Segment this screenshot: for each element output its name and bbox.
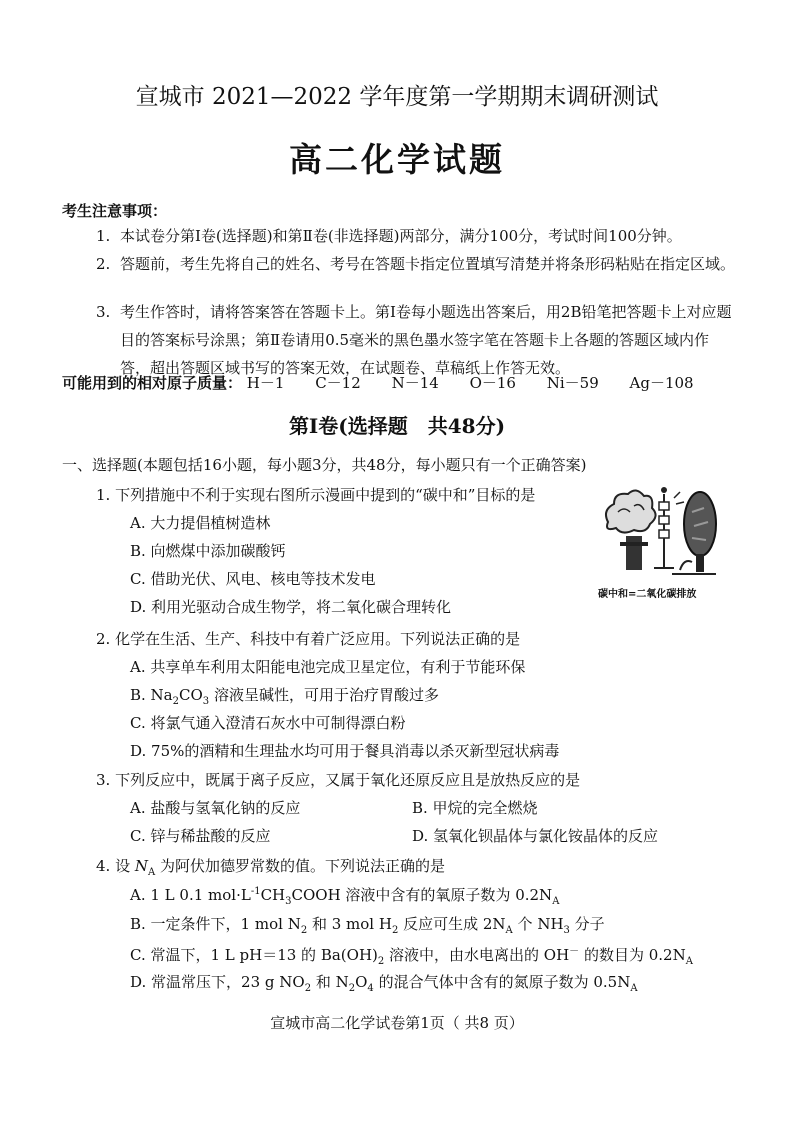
question-2-option-d: D. 75%的酒精和生理盐水均可用于餐具消毒以杀灭新型冠状病毒 — [130, 742, 560, 760]
notice-item-number: 3. — [96, 303, 111, 321]
notice-item-2 — [96, 250, 736, 278]
question-2-option-b: B. $Na_2CO_3$ 溶液呈碱性，可用于治疗胃酸过多 — [130, 686, 439, 707]
question-1-option-d: D. 利用光驱动合成生物学，将二氧化碳合理转化 — [130, 598, 452, 616]
question-4-stem: 4. 设 $N_A$ 为阿伏加德罗常数的值。下列说法正确的是 — [96, 857, 445, 878]
question-3-option-d: D. 氢氧化钡晶体与氯化铵晶体的反应 — [412, 827, 659, 845]
atomic-mass-value: N－14 — [391, 374, 439, 392]
notice-item-text: 考生作答时，请将答案答在答题卡上。第Ⅰ卷每小题选出答案后，用2B铅笔把答题卡上对应题目的答案标号涂黑；第Ⅱ卷请用0.5毫米的黑色墨水签字笔在答题卡上各题的答题区域内作答，超出答题区域书写的答案无效，在试题卷、草稿纸上作答无效。 — [120, 303, 732, 377]
question-4-option-c: C. 常温下，1 L pH＝13 的 $Ba(OH)_2$ 溶液中，由水电离出的 OH－ 的数目为 $0.2N_A$ — [130, 946, 693, 967]
question-4-option-a: A. 1 L 0.1 $mol\cdot L^{-1}CH_3COOH$ 溶液中含有的氧原子数为 $0.2N_A$ — [130, 886, 560, 907]
question-3-option-a: A. 盐酸与氢氧化钠的反应 — [130, 799, 301, 817]
question-2-option-a: A. 共享单车利用太阳能电池完成卫星定位，有利于节能环保 — [130, 658, 526, 676]
section-heading: 一、选择题(本题包括16小题，每小题3分，共48分，每小题只有一个正确答案) — [62, 456, 587, 474]
notice-item-1 — [96, 222, 736, 250]
question-4-option-b: B. 一定条件下，1 mol $N_2$ 和 3 mol $H_2$ 反应可生成 $2N_A$ 个 $NH_3$ 分子 — [130, 915, 605, 936]
atomic-mass-value: O－16 — [469, 374, 516, 392]
notice-heading: 考生注意事项： — [62, 202, 168, 220]
notice-item-number: 2. — [96, 255, 111, 273]
notice-item-text: 答题前，考生先将自己的姓名、考号在答题卡指定位置填写清楚并将条形码粘贴在指定区域。 — [120, 255, 736, 273]
question-1-stem: 1. 下列措施中不利于实现右图所示漫画中提到的“碳中和”目标的是 — [96, 486, 536, 504]
figure-caption: 碳中和=二氧化碳排放 — [598, 589, 697, 600]
question-4-option-d: D. 常温常压下，23 g $NO_2$ 和 $N_2O_4$ 的混合气体中含有的氮原子数为 $0.5N_A$ — [130, 973, 638, 994]
page-footer: 宣城市高二化学试卷第1页（ 共8 页） — [270, 1014, 524, 1032]
notice-item-number: 1. — [96, 227, 111, 245]
notice-item-3 — [96, 298, 736, 382]
atomic-mass-value: C－12 — [315, 374, 361, 392]
question-1-option-c: C. 借助光伏、风电、核电等技术发电 — [130, 570, 376, 588]
atomic-masses-label: 可能用到的相对原子质量： — [62, 374, 243, 392]
notice-item-text: 本试卷分第Ⅰ卷(选择题)和第Ⅱ卷(非选择题)两部分，满分100分，考试时间100分钟。 — [120, 227, 682, 245]
question-1-option-a: A. 大力提倡植树造林 — [130, 514, 271, 532]
part-title: 第Ⅰ卷(选择题 共48分) — [288, 414, 506, 438]
atomic-mass-value: Ag－108 — [629, 374, 694, 392]
exam-title: 宣城市 2021—2022 学年度第一学期期末调研测试 — [135, 84, 659, 110]
question-2-stem: 2. 化学在生活、生产、科技中有着广泛应用。下列说法正确的是 — [96, 630, 521, 648]
question-3-option-b: B. 甲烷的完全燃烧 — [412, 799, 538, 817]
question-3-option-c: C. 锌与稀盐酸的反应 — [130, 827, 271, 845]
carbon-neutral-cartoon — [600, 482, 718, 582]
atomic-masses — [62, 372, 720, 393]
page-title: 高二化学试题 — [289, 140, 505, 179]
atomic-mass-value: H－1 — [246, 374, 285, 392]
question-1-option-b: B. 向燃煤中添加碳酸钙 — [130, 542, 286, 560]
question-2-option-c: C. 将氯气通入澄清石灰水中可制得漂白粉 — [130, 714, 406, 732]
atomic-mass-value: Ni－59 — [546, 374, 599, 392]
question-3-stem: 3. 下列反应中，既属于离子反应，又属于氧化还原反应且是放热反应的是 — [96, 771, 581, 789]
